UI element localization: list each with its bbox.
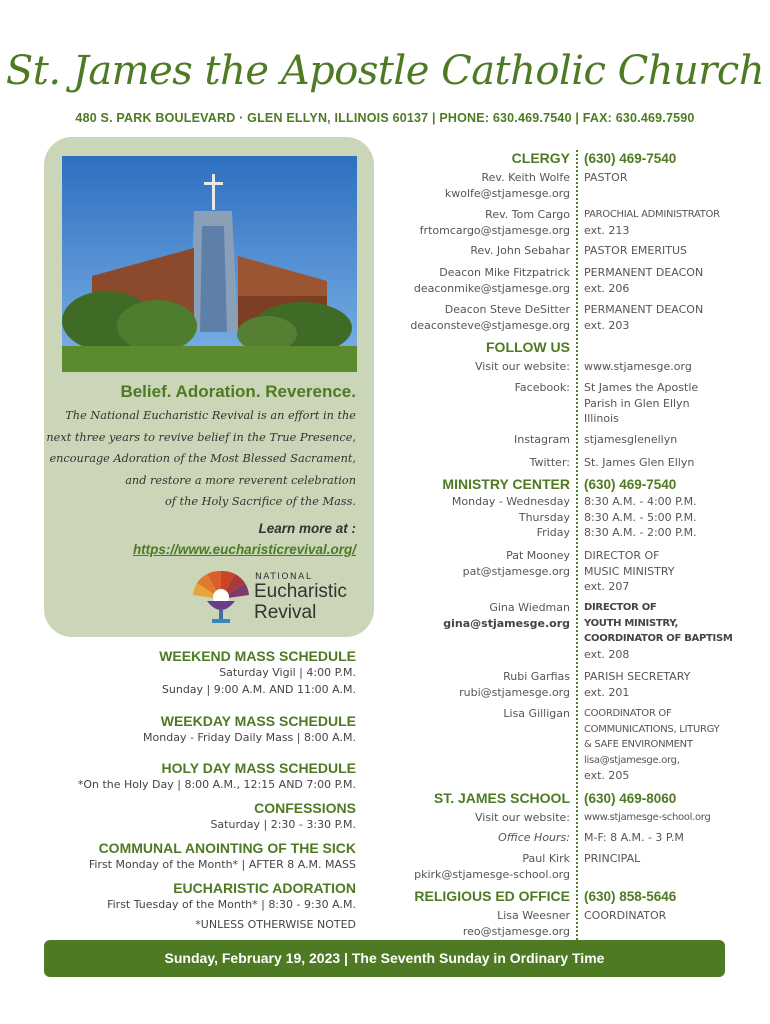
coordinator-email[interactable]: reo@stjamesge.org xyxy=(462,924,570,938)
hours-day: Monday - Wednesday xyxy=(451,495,570,508)
clergy-name: Deacon Mike Fitzpatrick xyxy=(439,266,570,279)
staff-email[interactable]: gina@stjamesge.org xyxy=(443,616,570,630)
staff-ext: ext. 201 xyxy=(584,685,630,699)
blurb-line: encourage Adoration of the Most Blessed Sacrament, xyxy=(49,452,356,465)
staff-role: DIRECTOR OF xyxy=(584,602,657,613)
twitter-label: Twitter: xyxy=(529,456,570,469)
clergy-3-name: Rev. John Sebahar xyxy=(470,244,570,257)
adoration-title: EUCHARISTIC ADORATION xyxy=(173,880,356,896)
weekday-title: WEEKDAY MASS SCHEDULE xyxy=(160,713,356,729)
staff-role: PARISH SECRETARY xyxy=(584,670,691,683)
clergy-2-details xyxy=(584,207,720,238)
hours-day: Thursday xyxy=(518,510,570,524)
clergy-phone: (630) 469-7540 xyxy=(584,151,677,166)
principal xyxy=(414,851,570,882)
adoration xyxy=(60,880,356,933)
date-banner: Sunday, February 19, 2023 | The Seventh Sunday in Ordinary Time xyxy=(44,940,725,977)
staff-ext: ext. 208 xyxy=(584,647,630,661)
confessions xyxy=(60,800,356,833)
staff-email[interactable]: pat@stjamesge.org xyxy=(462,564,570,578)
staff-role: & SAFE ENVIRONMENT xyxy=(584,739,693,750)
clergy-2 xyxy=(420,207,570,238)
clergy-4 xyxy=(414,265,570,296)
school-title: ST. JAMES SCHOOL xyxy=(433,790,570,806)
clergy-role: PAROCHIAL ADMINISTRATOR xyxy=(584,209,720,220)
confessions-title: CONFESSIONS xyxy=(254,800,356,816)
logo-revival: Revival xyxy=(254,602,317,623)
clergy-5 xyxy=(410,302,570,333)
weekend-schedule xyxy=(60,648,356,698)
religious-ed-phone: (630) 858-5646 xyxy=(584,889,677,904)
staff-3 xyxy=(459,669,570,700)
clergy-4-details xyxy=(584,265,703,296)
facebook-line: St James the Apostle xyxy=(584,381,699,394)
principal-name: Paul Kirk xyxy=(522,852,570,865)
website-link[interactable]: www.stjamesge.org xyxy=(584,360,692,373)
schedule-line: Monday - Friday Daily Mass | 8:00 A.M. xyxy=(143,731,356,744)
clergy-email[interactable]: deaconsteve@stjamesge.org xyxy=(410,318,570,332)
clergy-ext: ext. 206 xyxy=(584,281,630,295)
schedule-note: *UNLESS OTHERWISE NOTED xyxy=(195,918,356,931)
clergy-email[interactable]: deaconmike@stjamesge.org xyxy=(413,281,570,295)
church-address: 480 S. PARK BOULEVARD · GLEN ELLYN, ILLINOIS 60137 | PHONE: 630.469.7540 | FAX: 630.469.7590 xyxy=(75,111,695,125)
ministry-times xyxy=(584,494,697,541)
ministry-days xyxy=(452,494,570,541)
staff-email[interactable]: rubi@stjamesge.org xyxy=(459,685,570,699)
staff-1-details xyxy=(584,548,675,595)
blurb-line: of the Holy Sacrifice of the Mass. xyxy=(164,495,356,508)
clergy-1 xyxy=(445,170,570,201)
schedule-line: Sunday | 9:00 A.M. AND 11:00 A.M. xyxy=(161,683,356,696)
clergy-ext: ext. 213 xyxy=(584,223,630,237)
clergy-name: Deacon Steve DeSitter xyxy=(444,303,570,316)
sunburst-icon xyxy=(191,567,251,627)
staff-role: DIRECTOR OF xyxy=(584,549,660,562)
staff-ext: ext. 205 xyxy=(584,769,630,782)
logo-eucharistic: Eucharistic xyxy=(254,581,347,602)
staff-4-details xyxy=(584,706,719,784)
clergy-role: PERMANENT DEACON xyxy=(584,266,704,279)
schedule-line: First Monday of the Month* | AFTER 8 A.M. MASS xyxy=(88,858,356,871)
school-website-link[interactable]: www.stjamesge-school.org xyxy=(584,812,711,823)
clergy-email[interactable]: kwolfe@stjamesge.org xyxy=(444,186,570,200)
staff-name: Gina Wiedman xyxy=(489,601,570,614)
clergy-5-details xyxy=(584,302,703,333)
religious-ed-contact xyxy=(463,908,570,939)
clergy-role: PERMANENT DEACON xyxy=(584,303,704,316)
facebook-value[interactable] xyxy=(584,380,698,427)
clergy-name: Rev. Tom Cargo xyxy=(485,208,570,221)
page-title: St. James the Apostle Catholic Church xyxy=(5,48,765,94)
revival-tagline: Belief. Adoration. Reverence. xyxy=(120,382,356,401)
schedule-line: Saturday | 2:30 - 3:30 P.M. xyxy=(210,818,356,831)
twitter-value[interactable]: St. James Glen Ellyn xyxy=(584,456,695,469)
coordinator-role: COORDINATOR xyxy=(584,909,667,922)
religious-ed-title: RELIGIOUS ED OFFICE xyxy=(414,888,570,904)
staff-role: COORDINATOR OF BAPTISM xyxy=(584,633,733,644)
staff-1 xyxy=(463,548,570,579)
staff-role: MUSIC MINISTRY xyxy=(584,564,675,578)
schedule-line: *On the Holy Day | 8:00 A.M., 12:15 AND 7:00 P.M. xyxy=(77,778,356,791)
staff-2 xyxy=(443,600,570,631)
office-hours-value: M-F: 8 A.M. - 3 P.M xyxy=(584,831,684,844)
staff-4-name: Lisa Gilligan xyxy=(503,707,570,720)
clergy-role: PASTOR xyxy=(584,171,628,184)
staff-name: Pat Mooney xyxy=(506,549,570,562)
facebook-line: Illinois xyxy=(584,412,619,425)
church-photo xyxy=(62,156,357,372)
holy-day-schedule xyxy=(60,760,356,793)
anointing-title: COMMUNAL ANOINTING OF THE SICK xyxy=(98,840,356,856)
anointing xyxy=(60,840,356,873)
eucharistic-revival-logo xyxy=(191,567,361,627)
facebook-line: Parish in Glen Ellyn xyxy=(584,396,690,410)
staff-email[interactable]: lisa@stjamesge.org, xyxy=(584,754,680,766)
staff-3-details xyxy=(584,669,690,700)
facebook-label: Facebook: xyxy=(514,381,570,394)
staff-role: COMMUNICATIONS, LITURGY xyxy=(584,723,720,735)
coordinator-name: Lisa Weesner xyxy=(497,909,570,922)
revival-link[interactable]: https://www.eucharisticrevival.org/ xyxy=(132,542,356,557)
follow-title: FOLLOW US xyxy=(486,339,570,355)
instagram-label: Instagram xyxy=(514,433,570,446)
holy-title: HOLY DAY MASS SCHEDULE xyxy=(161,760,356,776)
blurb-line: and restore a more reverent celebration xyxy=(125,473,356,487)
hours-time: 8:30 A.M. - 4:00 P.M. xyxy=(584,495,697,508)
revival-blurb xyxy=(44,405,356,513)
staff-role: YOUTH MINISTRY, xyxy=(584,617,679,629)
website-label: Visit our website: xyxy=(475,360,570,373)
clergy-title: CLERGY xyxy=(511,150,570,166)
schedule-line: First Tuesday of the Month* | 8:30 - 9:30 A.M. xyxy=(107,898,356,911)
blurb-line: next three years to revive belief in the True Presence, xyxy=(46,430,356,444)
weekend-title: WEEKEND MASS SCHEDULE xyxy=(159,648,356,664)
learn-more-label: Learn more at : xyxy=(258,521,356,536)
staff-ext: ext. 207 xyxy=(584,580,630,593)
principal-email[interactable]: pkirk@stjamesge-school.org xyxy=(414,867,570,881)
hours-day: Friday xyxy=(536,526,570,539)
clergy-name: Rev. Keith Wolfe xyxy=(481,171,570,184)
logo-national: NATIONAL xyxy=(255,572,313,582)
clergy-role: PASTOR EMERITUS xyxy=(584,244,687,257)
office-hours-label: Office Hours: xyxy=(498,831,570,844)
blurb-line: The National Eucharistic Revival is an effort in the xyxy=(65,409,356,422)
schedule-line: Saturday Vigil | 4:00 P.M. xyxy=(219,666,356,679)
hours-time: 8:30 A.M. - 2:00 P.M. xyxy=(584,526,697,539)
ministry-phone: (630) 469-7540 xyxy=(584,477,677,492)
staff-2-details xyxy=(584,600,733,662)
staff-name: Rubi Garfias xyxy=(503,670,570,683)
clergy-email[interactable]: frtomcargo@stjamesge.org xyxy=(419,223,570,237)
clergy-ext: ext. 203 xyxy=(584,318,630,332)
principal-role: PRINCIPAL xyxy=(584,852,641,865)
instagram-value[interactable]: stjamesglenellyn xyxy=(584,433,678,446)
weekday-schedule xyxy=(60,713,356,746)
staff-role: COORDINATOR OF xyxy=(584,708,672,719)
school-web-label: Visit our website: xyxy=(475,811,570,824)
column-divider xyxy=(576,150,578,940)
hours-time: 8:30 A.M. - 5:00 P.M. xyxy=(584,510,697,524)
school-phone: (630) 469-8060 xyxy=(584,791,677,806)
ministry-title: MINISTRY CENTER xyxy=(442,476,570,492)
